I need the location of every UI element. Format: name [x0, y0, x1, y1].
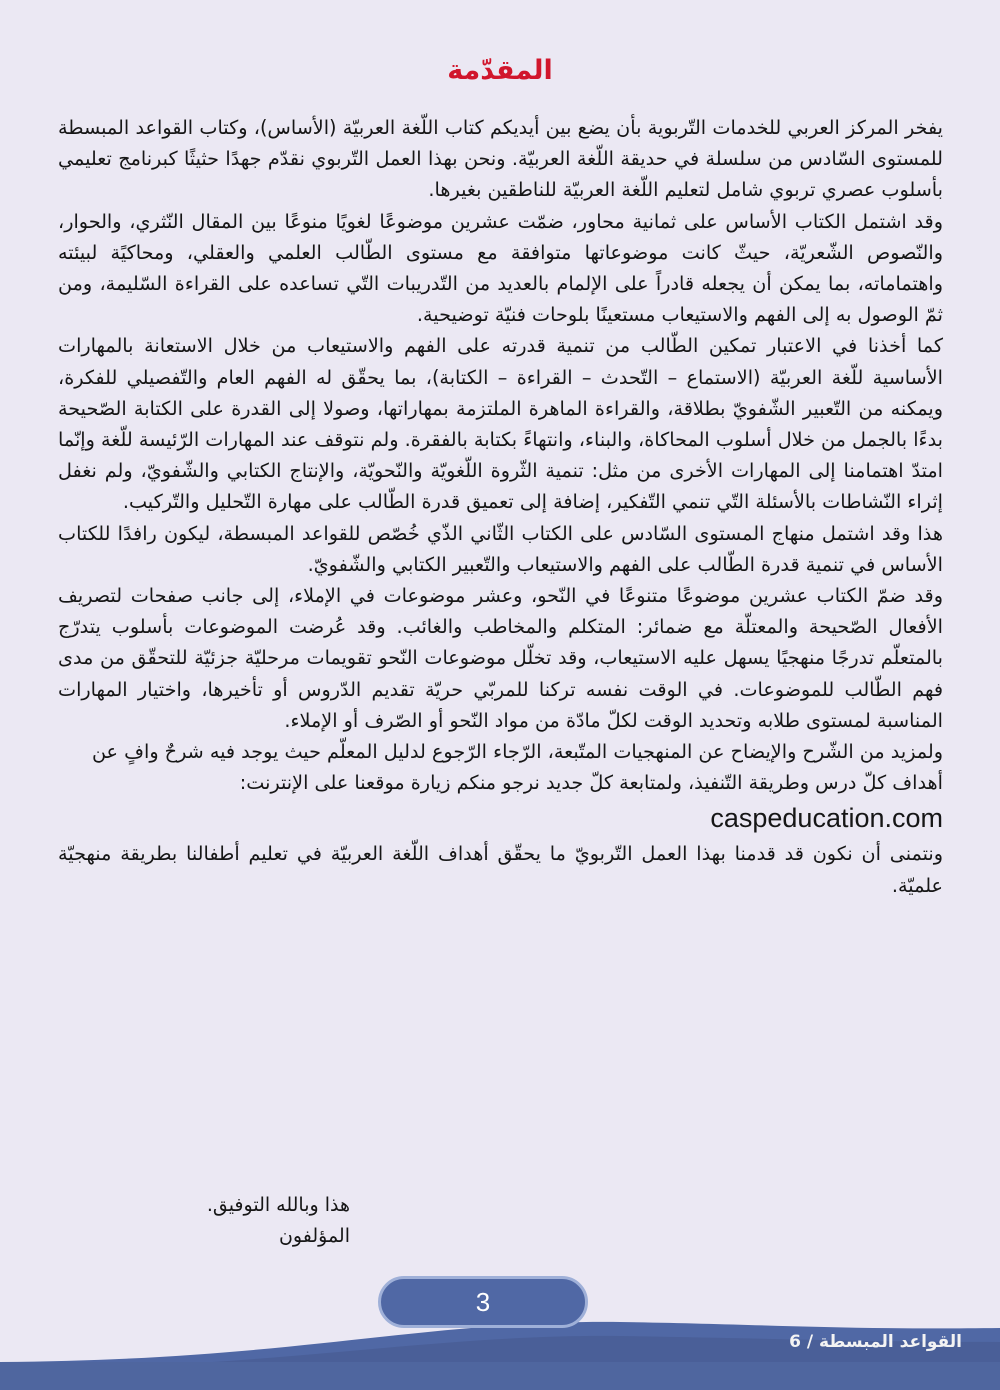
paragraph-7: أهداف كلّ درس وطريقة التّنفيذ، ولمتابعة كلّ جديد نرجو منكم زيارة موقعنا على الإنترنت: — [239, 771, 943, 795]
closing-signature — [50, 1190, 350, 1252]
page-title: المقدّمة — [447, 55, 553, 86]
paragraph-5: وقد ضمّ الكتاب عشرين موضوعًا متنوعًا في النّحو، وعشر موضوعات في الإملاء، إلى جانب صفحات لتصريف الأفعال الصّحيحة والمعتلّة مع ضمائر: المتكلم والمخاطب والغائب. وقد عُرضت الموضوعات بأسلوب يتدرّج بالمتعلّم تدرجًا منهجيًا يسهل عليه الاستيعاب، وقد تخلّل موضوعات النّحو تقويمات مرحليّة جزئيّة للتحقّق من مدى فهم الطّالب للموضوعات. في الوقت نفسه تركنا للمربّي حريّة تقديم الدّروس أو تأخيرها، واختيار المهارات المناسبة لمستوى طلابه وتحديد الوقت لكلّ مادّة من مواد النّحو أو الصّرف أو الإملاء. — [58, 584, 943, 732]
introduction-body — [58, 112, 943, 901]
paragraph-3: كما أخذنا في الاعتبار تمكين الطّالب من تنمية قدرته على الفهم والاستيعاب من خلال الاستعانة بالمهارات الأساسية للّغة العربيّة (الاستماع – التّحدث – القراءة – الكتابة)، بما يحقّق له الفهم العام والتّفصيلي للفكرة، ويمكنه من التّعبير الشّفويّ بطلاقة، والقراءة الماهرة الملتزمة بمهاراتها، وصولا إلى القدرة على الكتابة الصّحيحة بدءًا بالجمل من خلال أسلوب المحاكاة، والبناء، وانتهاءً بكتابة بالفقرة. ولم نتوقف عند المهارات الرّئيسة للّغة وإنّما امتدّ اهتمامنا إلى المهارات الأخرى من مثل: تنمية الثّروة اللّغويّة والنّحويّة، والإنتاج الكتابي والشّفويّ، ولم نغفل إثراء النّشاطات بالأسئلة التّي تنمي التّفكير، إضافة إلى تعميق قدرة الطّالب على مهارة التّحليل والتّركيب. — [58, 334, 943, 514]
closing-line: هذا وبالله التوفيق. — [206, 1194, 350, 1216]
paragraph-1: يفخر المركز العربي للخدمات التّربوية بأن يضع بين أيديكم كتاب اللّغة العربيّة (الأساس)، وكتاب القواعد المبسطة للمستوى السّادس من سلسلة في حديقة اللّغة العربيّة. ونحن بهذا العمل التّربوي نقدّم جهدًا حثيثًا كبرنامج تعليمي بأسلوب عصري تربوي شامل لتعليم اللّغة العربيّة للناطقين بغيرها. — [58, 116, 943, 202]
page-number-badge: 3 — [378, 1276, 588, 1328]
website-address: caspeducation.com — [710, 803, 943, 834]
paragraph-4: هذا وقد اشتمل منهاج المستوى السّادس على الكتاب الثّاني الذّي خُصّص للقواعد المبسطة، ليكون رافدًا للكتاب الأساس في تنمية قدرة الطّالب على الفهم والاستيعاب والتّعبير الكتابي والشّفويّ. — [58, 521, 943, 576]
book-title-label: القواعد المبسطة / 6 — [789, 1332, 962, 1352]
final-paragraph: ونتمنى أن نكون قد قدمنا بهذا العمل التّربويّ ما يحقّق أهداف اللّغة العربيّة في تعليم أطفالنا بطريقة منهجيّة علميّة. — [58, 842, 943, 897]
footer-bar — [0, 1362, 1000, 1390]
authors-line: المؤلفون — [278, 1225, 350, 1247]
paragraph-2: وقد اشتمل الكتاب الأساس على ثمانية محاور، ضمّت عشرين موضوعًا لغويًا منوعًا بين المقال النّثري، والحوار، والنّصوص الشّعريّة، حيثّ كانت موضوعاتها متوافقة مع مستوى الطّالب العلمي والعقلي، ومحاكيًة لبيئته واهتماماته، بما يمكن أن يجعله قادراً على الإلمام بالعديد من التّدريبات التّي تساعده على القراءة السّليمة، ومن ثمّ الوصول به إلى الفهم والاستيعاب مستعينًا بلوحات فنيّة توضيحية. — [58, 209, 943, 327]
paragraph-6: ولمزيد من الشّرح والإيضاح عن المنهجيات المتّبعة، الرّجاء الرّجوع لدليل المعلّم حيث يوجد فيه شرحٌ وافٍ عن — [91, 740, 943, 764]
